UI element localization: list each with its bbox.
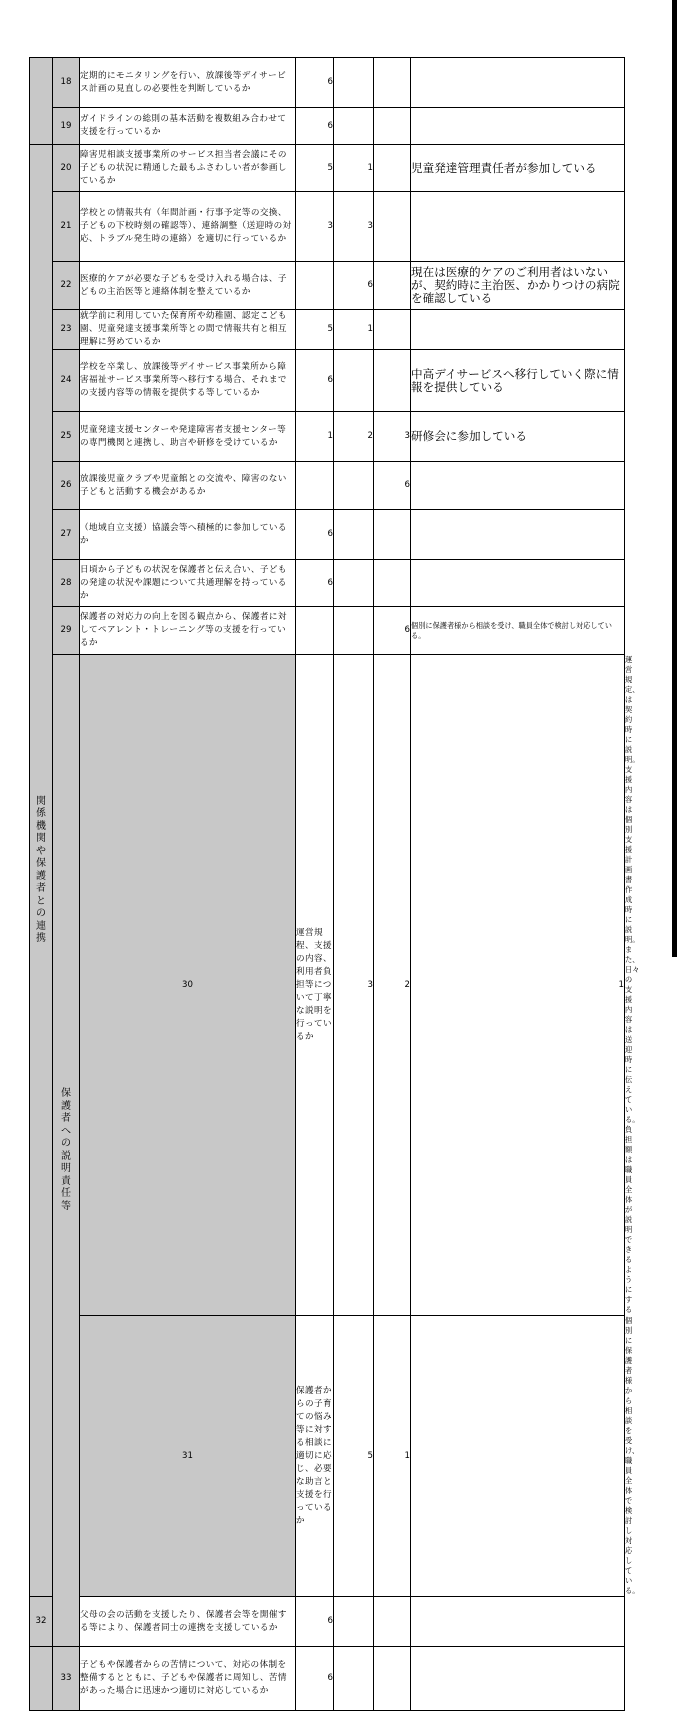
table-row [30, 108, 625, 145]
table-row [30, 462, 625, 510]
table-body [30, 58, 640, 1711]
count-partial: 2 [334, 412, 374, 462]
table-row [30, 58, 625, 108]
question-text: 子どもや保護者からの苦情について、対応の体制を整備するとともに、子どもや保護者に周知し、苦情があった場合に迅速かつ適切に対応しているか [80, 1647, 296, 1711]
improvement-note: 現在は医療的ケアのご利用者はいないが、契約時に主治医、かかりつけの病院を確認している [411, 262, 625, 310]
improvement-note: 中高デイサービスへ移行していく際に情報を提供している [411, 350, 625, 412]
count-partial: 2 [374, 655, 411, 1316]
count-partial: 1 [374, 1316, 411, 1597]
count-yes: 6 [296, 1597, 334, 1647]
improvement-note [411, 1647, 625, 1711]
table-row [30, 145, 625, 192]
table-row [30, 192, 625, 262]
item-number: 30 [80, 655, 296, 1316]
question-text: 定期的にモニタリングを行い、放課後等デイサービス計画の見直しの必要性を判断しているか [80, 58, 296, 108]
count-no [374, 192, 411, 262]
category-label: 関係機関や保護者との連携 [36, 795, 46, 944]
page-right-border [672, 0, 677, 957]
question-text: 放課後児童クラブや児童館との交流や、障害のない子どもと活動する機会があるか [80, 462, 296, 510]
count-no: 3 [374, 412, 411, 462]
count-yes: 6 [296, 108, 334, 145]
count-no [374, 560, 411, 607]
item-number: 24 [53, 350, 80, 412]
count-no [411, 1316, 625, 1597]
improvement-note [411, 510, 625, 560]
count-yes [296, 462, 334, 510]
improvement-note [411, 192, 625, 262]
improvement-note [411, 560, 625, 607]
table-row [30, 1597, 625, 1647]
question-text: 学校との情報共有（年間計画・行事予定等の交換、子どもの下校時刻の確認等）、連絡調整（送迎時の対応、トラブル発生時の連絡）を適切に行っているか [80, 192, 296, 262]
count-yes: 6 [296, 560, 334, 607]
count-no: 1 [411, 655, 625, 1316]
count-yes: 3 [296, 192, 334, 262]
table-row [30, 560, 625, 607]
improvement-note: 研修会に参加している [411, 412, 625, 462]
improvement-note [411, 1597, 625, 1647]
table-row [30, 310, 625, 350]
item-number: 25 [53, 412, 80, 462]
count-no [374, 145, 411, 192]
count-yes: 5 [296, 145, 334, 192]
question-text: 障害児相談支援事業所のサービス担当者会議にその子どもの状況に精通した最もふさわしい者が参画しているか [80, 145, 296, 192]
count-yes: 6 [296, 350, 334, 412]
category-cell [53, 655, 80, 1647]
count-yes: 5 [334, 1316, 374, 1597]
category-cell [30, 145, 53, 1597]
self-evaluation-table [29, 57, 640, 1711]
item-number: 23 [53, 310, 80, 350]
table-row: 保護者への説明責任等 30 運営規程、支援の内容、利用者負担等について丁寧な説明を行っているか 3 2 1 運営規定、は契約時に説明。支援内容は個別支援計画書作成時に説明。また、日々の支援内容は送迎時に伝えている。負担額は職員全体が説明できるようにする [30, 655, 625, 1316]
question-text: （地域自立支援）協議会等へ積極的に参加しているか [80, 510, 296, 560]
count-no [374, 58, 411, 108]
count-partial [334, 58, 374, 108]
improvement-note [411, 58, 625, 108]
count-partial [334, 510, 374, 560]
count-partial: 6 [334, 262, 374, 310]
count-partial [334, 1597, 374, 1647]
question-text: 保護者からの子育ての悩み等に対する相談に適切に応じ、必要な助言と支援を行っているか [296, 1316, 334, 1597]
table-row [30, 350, 625, 412]
count-partial [334, 462, 374, 510]
question-text: 就学前に利用していた保育所や幼稚園、認定こども園、児童発達支援事業所等との間で情報共有と相互理解に努めているか [80, 310, 296, 350]
item-number: 22 [53, 262, 80, 310]
count-yes [296, 262, 334, 310]
item-number: 29 [53, 607, 80, 655]
item-number: 18 [53, 58, 80, 108]
count-no [374, 262, 411, 310]
category-label: 保護者への説明責任等 [61, 1088, 71, 1212]
count-no: 6 [374, 462, 411, 510]
count-yes: 6 [296, 58, 334, 108]
question-text: 運営規程、支援の内容、利用者負担等について丁寧な説明を行っているか [296, 655, 334, 1316]
count-partial [334, 560, 374, 607]
count-no [374, 108, 411, 145]
question-text: 父母の会の活動を支援したり、保護者会等を開催する等により、保護者同士の連携を支援しているか [80, 1597, 296, 1647]
count-partial: 1 [334, 310, 374, 350]
table-row [30, 607, 625, 655]
question-text: ガイドラインの総則の基本活動を複数組み合わせて支援を行っているか [80, 108, 296, 145]
table-row: 31 保護者からの子育ての悩み等に対する相談に適切に応じ、必要な助言と支援を行っているか 5 1 個別に保護者様から相談を受け、職員全体で検討し対応している。 [30, 1316, 625, 1597]
count-partial: 3 [334, 192, 374, 262]
table-row [30, 510, 625, 560]
item-number: 28 [53, 560, 80, 607]
count-no [374, 350, 411, 412]
count-partial: 1 [334, 145, 374, 192]
category-cell [30, 58, 53, 145]
item-number: 33 [53, 1647, 80, 1711]
count-yes: 1 [296, 412, 334, 462]
improvement-note [411, 108, 625, 145]
table-row [30, 1647, 625, 1711]
question-text: 学校を卒業し、放課後等デイサービス事業所から障害福祉サービス事業所等へ移行する場合、それまでの支援内容等の情報を提供する等しているか [80, 350, 296, 412]
question-text: 保護者の対応力の向上を図る観点から、保護者に対してペアレント・トレーニング等の支援を行っているか [80, 607, 296, 655]
count-no [374, 310, 411, 350]
count-no [374, 1647, 411, 1711]
count-yes: 6 [296, 510, 334, 560]
count-partial [334, 607, 374, 655]
item-number: 27 [53, 510, 80, 560]
count-yes: 3 [334, 655, 374, 1316]
item-number: 19 [53, 108, 80, 145]
improvement-note: 個別に保護者様から相談を受け、職員全体で検討し対応している。 [411, 607, 625, 655]
improvement-note [411, 462, 625, 510]
question-text: 日頃から子どもの状況を保護者と伝え合い、子どもの発達の状況や課題について共通理解を持っているか [80, 560, 296, 607]
improvement-note: 児童発達管理責任者が参加している [411, 145, 625, 192]
question-text: 医療的ケアが必要な子どもを受け入れる場合は、子どもの主治医等と連絡体制を整えているか [80, 262, 296, 310]
item-number: 20 [53, 145, 80, 192]
count-yes: 5 [296, 310, 334, 350]
item-number: 32 [30, 1597, 53, 1647]
item-number: 31 [80, 1316, 296, 1597]
count-no [374, 510, 411, 560]
count-no: 6 [374, 607, 411, 655]
question-text: 児童発達支援センターや発達障害者支援センター等の専門機関と連携し、助言や研修を受けているか [80, 412, 296, 462]
count-partial [334, 1647, 374, 1711]
table-row [30, 262, 625, 310]
table-row [30, 412, 625, 462]
improvement-note [411, 310, 625, 350]
category-cell [30, 1647, 53, 1711]
item-number: 21 [53, 192, 80, 262]
count-yes [296, 607, 334, 655]
count-yes: 6 [296, 1647, 334, 1711]
item-number: 26 [53, 462, 80, 510]
count-partial [334, 350, 374, 412]
count-partial [334, 108, 374, 145]
count-no [374, 1597, 411, 1647]
